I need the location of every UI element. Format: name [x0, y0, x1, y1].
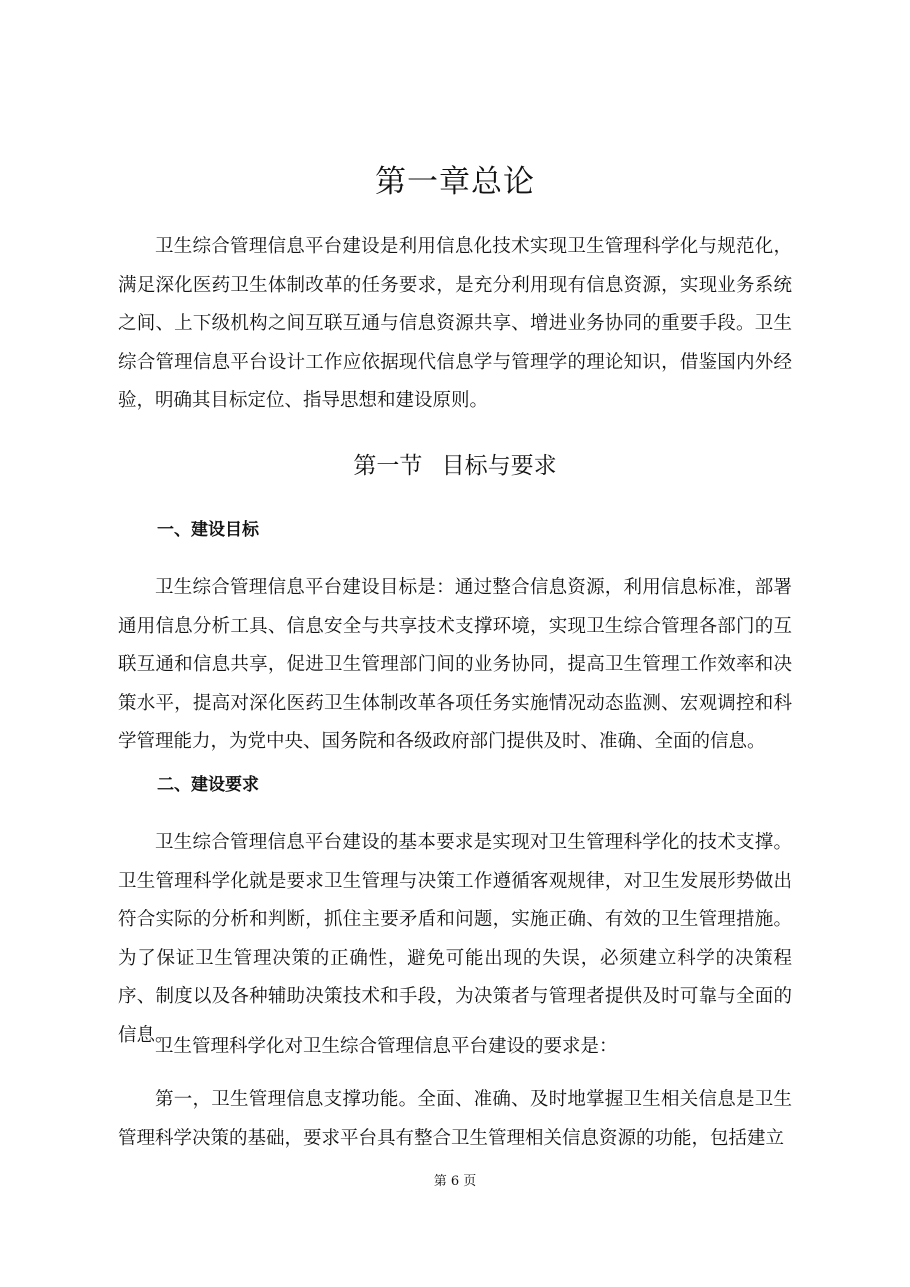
- section-title: 第一节 目标与要求: [353, 453, 557, 479]
- requirements-paragraph: 卫生综合管理信息平台建设的基本要求是实现对卫生管理科学化的技术支撑。卫生管理科学化就是要求卫生管理与决策工作遵循客观规律，对卫生发展形势做出符合实际的分析和判断，抓住主要矛盾和问题，实施正确、有效的卫生管理措施。为了保证卫生管理决策的正确性，避免可能出现的失误，必须建立科学的决策程序、制度以及各种辅助决策技术和手段，为决策者与管理者提供及时可靠与全面的信息。: [118, 832, 792, 1046]
- goals-paragraph: 卫生综合管理信息平台建设目标是：通过整合信息资源，利用信息标准，部署通用信息分析工具、信息安全与共享技术支撑环境，实现卫生综合管理各部门的互联互通和信息共享，促进卫生管理部门间的业务协同，提高卫生管理工作效率和决策水平，提高对深化医药卫生体制改革各项任务实施情况动态监测、宏观调控和科学管理能力，为党中央、国务院和各级政府部门提供及时、准确、全面的信息。: [118, 577, 792, 753]
- intro-paragraph: 卫生综合管理信息平台建设是利用信息化技术实现卫生管理科学化与规范化，满足深化医药卫生体制改革的任务要求，是充分利用现有信息资源，实现业务系统之间、上下级机构之间互联互通与信息资源共享、增进业务协同的重要手段。卫生综合管理信息平台设计工作应依据现代信息学与管理学的理论知识，借鉴国内外经验，明确其目标定位、指导思想和建设原则。: [118, 236, 792, 412]
- subsection-heading-requirements: 二、建设要求: [157, 775, 259, 795]
- subsection-heading-goals: 一、建设目标: [157, 520, 259, 540]
- page-number: 第 6 页: [433, 1174, 477, 1189]
- requirement-first-paragraph: 第一，卫生管理信息支撑功能。全面、准确、及时地掌握卫生相关信息是卫生管理科学决策的基础，要求平台具有整合卫生管理相关信息资源的功能，包括建立: [118, 1089, 792, 1149]
- chapter-title: 第一章总论: [375, 164, 535, 200]
- requirements-intro-line: 卫生管理科学化对卫生综合管理信息平台建设的要求是：: [155, 1036, 618, 1057]
